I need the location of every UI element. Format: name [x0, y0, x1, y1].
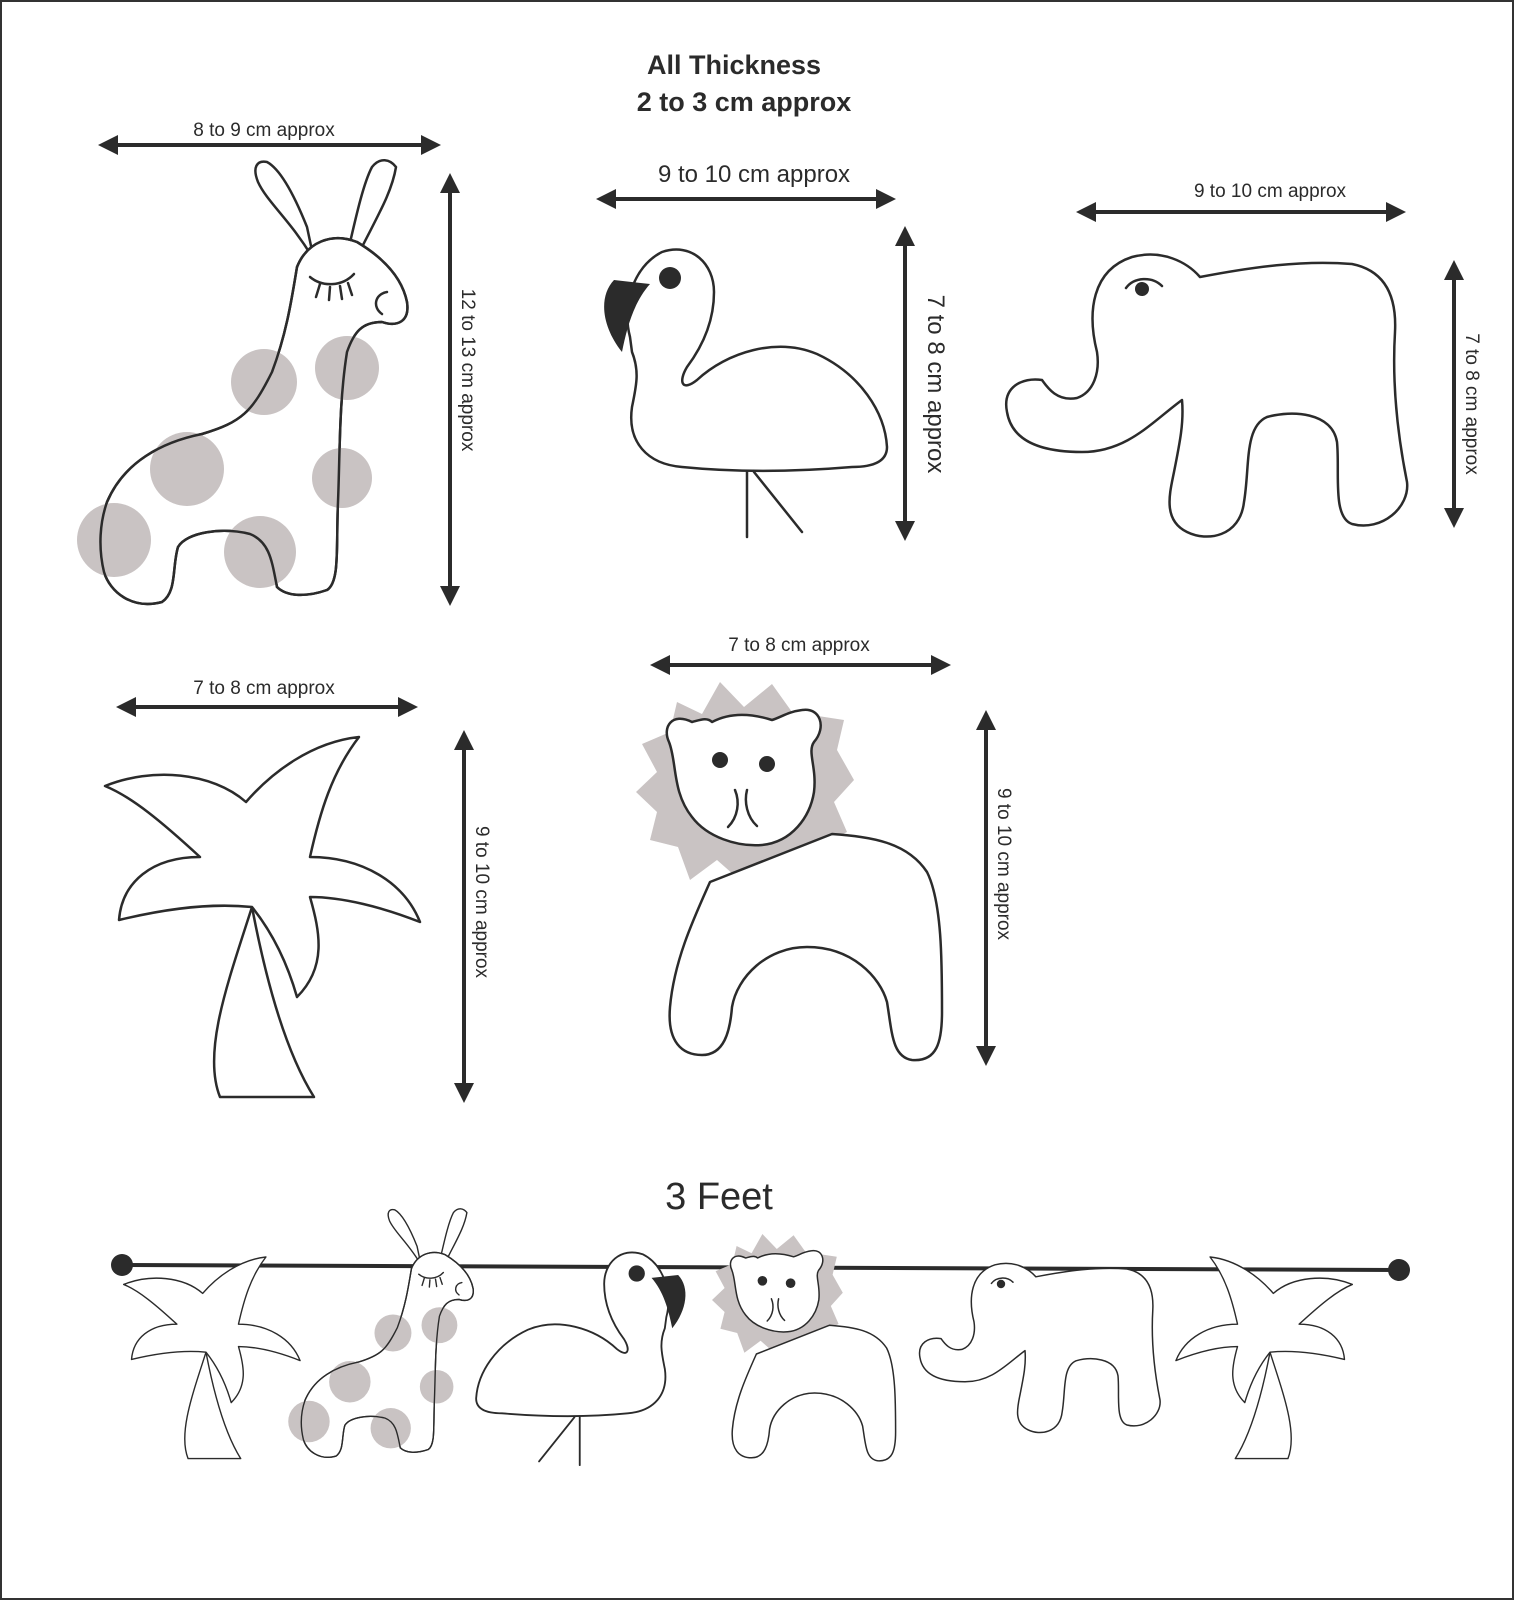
giraffe-width-label: 8 to 9 cm approx	[193, 120, 335, 141]
garland-length-label: 3 Feet	[665, 1176, 773, 1218]
garland-palm-tree-right	[1176, 1257, 1352, 1459]
garland-palm-tree-left	[124, 1257, 300, 1459]
giraffe-shape	[77, 160, 407, 604]
elephant-width-label: 9 to 10 cm approx	[1193, 181, 1347, 202]
garland-elephant	[920, 1263, 1161, 1432]
lion-shape	[636, 682, 942, 1060]
garland-flamingo	[476, 1252, 685, 1465]
flamingo-height-label: 7 to 8 cm approx	[922, 294, 949, 474]
garland-end-bead-left	[111, 1254, 133, 1276]
flamingo-shape	[604, 250, 887, 537]
palm-tree-height-label: 9 to 10 cm approx	[471, 825, 492, 979]
lion-height-label: 9 to 10 cm approx	[993, 787, 1014, 941]
lion-width-label: 7 to 8 cm approx	[728, 635, 870, 656]
palm-tree-shape	[105, 737, 420, 1097]
flamingo-width-label: 9 to 10 cm approx	[657, 161, 851, 188]
elephant-height-label: 7 to 8 cm approx	[1461, 333, 1482, 475]
illustration-canvas	[2, 2, 1512, 1598]
palm-tree-width-label: 7 to 8 cm approx	[193, 678, 335, 699]
giraffe-height-label: 12 to 13 cm approx	[457, 288, 478, 452]
garland-giraffe	[288, 1209, 473, 1457]
garland-end-bead-right	[1388, 1259, 1410, 1281]
thickness-title: All Thickness	[646, 50, 822, 80]
thickness-value: 2 to 3 cm approx	[636, 87, 852, 117]
elephant-shape	[1006, 255, 1407, 537]
